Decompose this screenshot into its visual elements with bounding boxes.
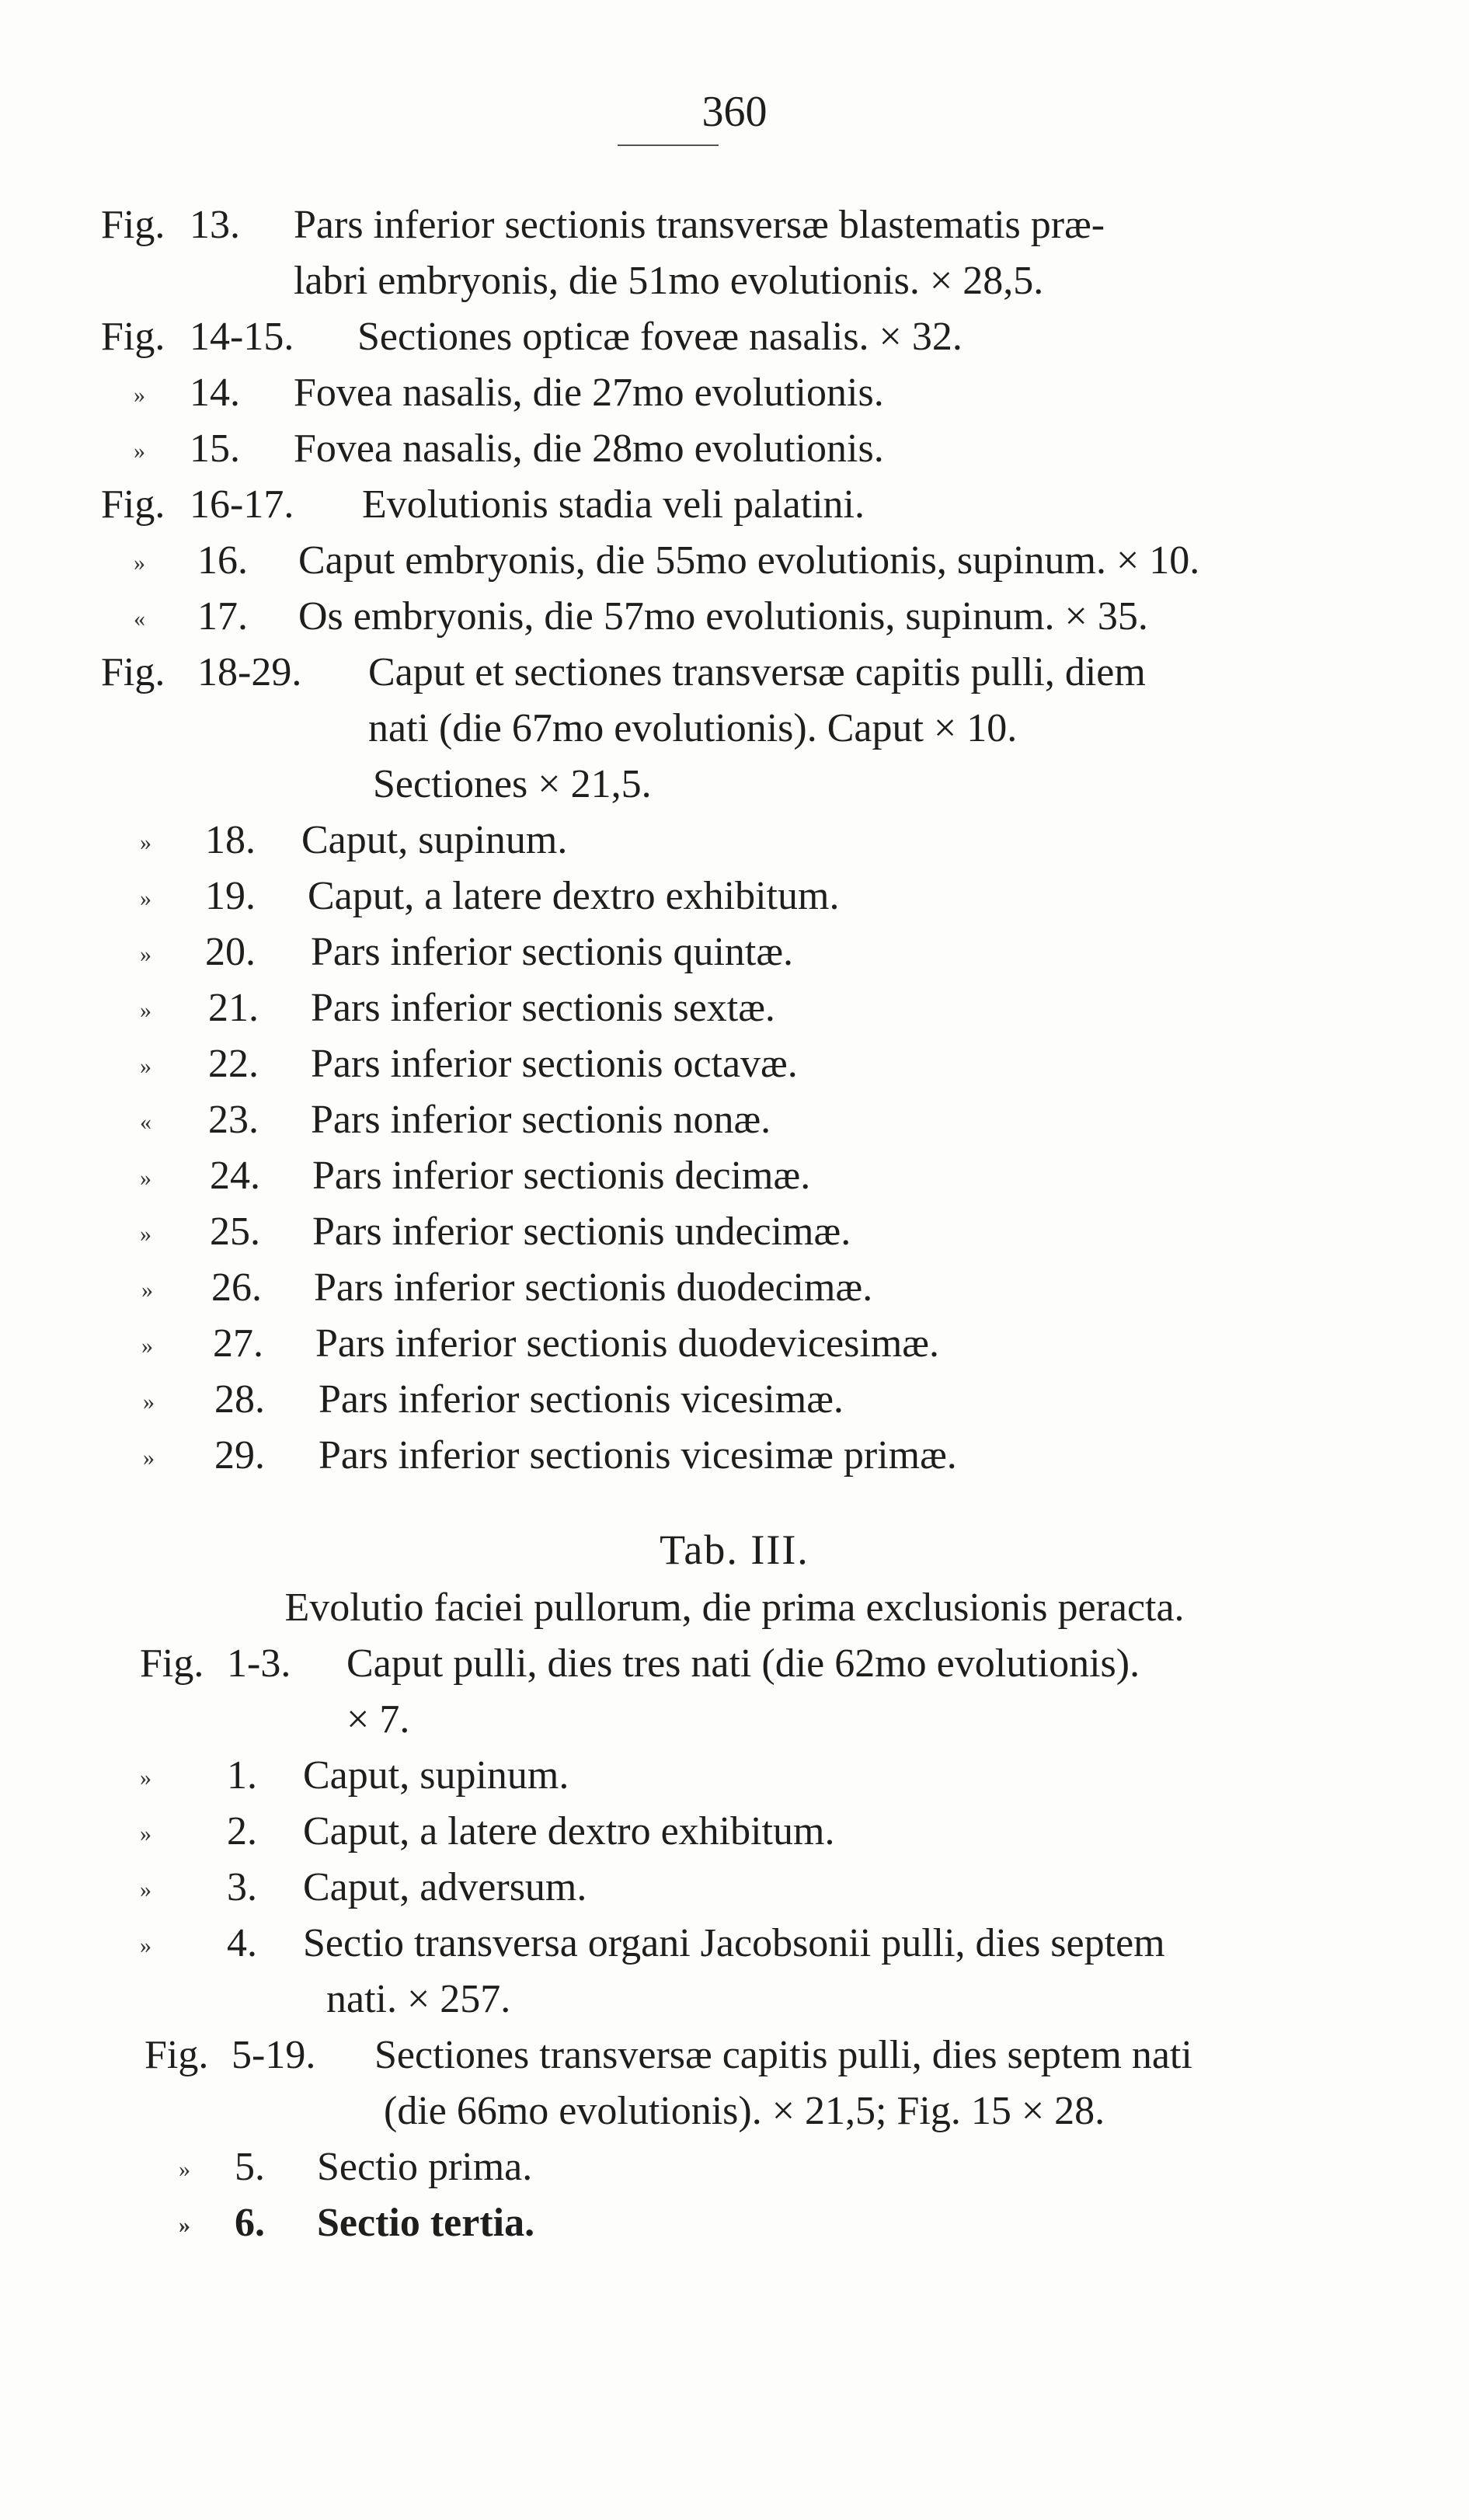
fig-number: 2. [227, 1809, 257, 1853]
ditto-mark: « [140, 1109, 151, 1135]
fig-number: 14. [190, 371, 240, 415]
caption-text: Sectio prima. [317, 2145, 533, 2189]
fig-number: 14-15. [190, 315, 294, 359]
fig-number: 1. [227, 1753, 257, 1798]
ditto-mark: » [140, 1765, 151, 1791]
page-number-rule [618, 144, 719, 146]
ditto-mark: » [143, 1389, 155, 1415]
fig-number: 25. [210, 1210, 260, 1254]
fig-number: 18-29. [197, 650, 302, 694]
caption-text: Sectio tertia. [317, 2201, 535, 2245]
fig-number: 27. [213, 1321, 263, 1366]
caption-text: Pars inferior sectionis octavæ. [311, 1042, 798, 1086]
ditto-mark: » [140, 886, 151, 911]
fig-number: 23. [208, 1098, 259, 1142]
caption-text: nati. × 257. [326, 1977, 511, 2021]
ditto-mark: » [134, 438, 145, 464]
caption-text: Pars inferior sectionis quintæ. [311, 930, 794, 974]
fig-number: 1-3. [227, 1641, 291, 1686]
ditto-mark: » [140, 942, 151, 967]
caption-text: Fovea nasalis, die 28mo evolutionis. [294, 426, 884, 471]
caption-text: Sectiones transversæ capitis pulli, dies septem nati [374, 2033, 1192, 2077]
fig-number: 29. [214, 1433, 265, 1478]
fig-label: Fig. [140, 1641, 204, 1686]
fig-number: 22. [208, 1042, 259, 1086]
fig-number: 16. [197, 538, 248, 583]
ditto-mark: » [140, 997, 151, 1023]
caption-text: (die 66mo evolutionis). × 21,5; Fig. 15 × 28. [384, 2089, 1105, 2133]
ditto-mark: » [140, 1877, 151, 1902]
ditto-mark: » [140, 1933, 151, 1958]
caption-text: Caput, a latere dextro exhibitum. [308, 874, 840, 918]
caption-text: Caput pulli, dies tres nati (die 62mo evolutionis). [346, 1641, 1140, 1686]
caption-text: Pars inferior sectionis decimæ. [312, 1154, 811, 1198]
fig-number: 5. [235, 2145, 265, 2189]
fig-label: Fig. [101, 650, 165, 694]
caption-text: Pars inferior sectionis sextæ. [311, 986, 775, 1030]
caption-text: Pars inferior sectionis undecimæ. [312, 1210, 851, 1254]
fig-label: Fig. [144, 2033, 209, 2077]
ditto-mark: » [140, 1165, 151, 1191]
plate-subtitle: Evolutio faciei pullorum, die prima exclusionis peracta. [284, 1585, 1185, 1630]
fig-number: 3. [227, 1865, 257, 1909]
caption-text: nati (die 67mo evolutionis). Caput × 10. [368, 706, 1018, 750]
caption-text: Caput, a latere dextro exhibitum. [303, 1809, 835, 1853]
caption-text: Caput, supinum. [303, 1753, 569, 1798]
ditto-mark: » [140, 830, 151, 855]
ditto-mark: » [134, 550, 145, 576]
caption-text: Caput et sectiones transversæ capitis pulli, diem [368, 650, 1146, 694]
caption-text: labri embryonis, die 51mo evolutionis. × 28,5. [294, 259, 1044, 303]
caption-text: Pars inferior sectionis nonæ. [311, 1098, 771, 1142]
fig-number: 4. [227, 1921, 257, 1965]
ditto-mark: » [140, 1221, 151, 1247]
ditto-mark: « [134, 606, 145, 632]
fig-number: 18. [205, 818, 256, 862]
caption-text: Caput, supinum. [301, 818, 568, 862]
fig-number: 15. [190, 426, 240, 471]
caption-text: Pars inferior sectionis vicesimæ primæ. [319, 1433, 957, 1478]
fig-number: 20. [205, 930, 256, 974]
fig-number: 21. [208, 986, 259, 1030]
fig-number: 17. [197, 594, 248, 639]
caption-text: × 7. [346, 1697, 410, 1742]
fig-number: 28. [214, 1377, 265, 1422]
ditto-mark: » [140, 1821, 151, 1846]
ditto-mark: » [179, 2156, 190, 2182]
caption-text: Evolutionis stadia veli palatini. [362, 482, 865, 527]
ditto-mark: » [141, 1277, 153, 1303]
caption-text: Pars inferior sectionis vicesimæ. [319, 1377, 844, 1422]
caption-text: Fovea nasalis, die 27mo evolutionis. [294, 371, 884, 415]
page-number: 360 [701, 88, 768, 136]
fig-number: 6. [235, 2201, 265, 2245]
caption-text: Pars inferior sectionis duodecimæ. [314, 1265, 873, 1310]
caption-text: Sectiones opticæ foveæ nasalis. × 32. [357, 315, 963, 359]
caption-text: Sectio transversa organi Jacobsonii pulli, dies septem [303, 1921, 1165, 1965]
caption-text: Caput embryonis, die 55mo evolutionis, supinum. × 10. [298, 538, 1200, 583]
ditto-mark: » [143, 1445, 155, 1471]
ditto-mark: » [141, 1333, 153, 1359]
caption-text: Pars inferior sectionis duodevicesimæ. [315, 1321, 939, 1366]
fig-label: Fig. [101, 203, 165, 247]
fig-number: 26. [211, 1265, 262, 1310]
fig-number: 13. [190, 203, 240, 247]
ditto-mark: » [179, 2212, 190, 2238]
fig-number: 16-17. [190, 482, 294, 527]
caption-text: Pars inferior sectionis transversæ blastematis præ- [294, 203, 1105, 247]
fig-number: 5-19. [231, 2033, 316, 2077]
ditto-mark: » [140, 1053, 151, 1079]
fig-label: Fig. [101, 482, 165, 527]
fig-number: 19. [205, 874, 256, 918]
ditto-mark: » [134, 382, 145, 408]
fig-label: Fig. [101, 315, 165, 359]
caption-text: Os embryonis, die 57mo evolutionis, supinum. × 35. [298, 594, 1148, 639]
caption-text: Caput, adversum. [303, 1865, 587, 1909]
caption-text: Sectiones × 21,5. [373, 762, 652, 806]
plate-heading: Tab. III. [660, 1526, 809, 1573]
fig-number: 24. [210, 1154, 260, 1198]
